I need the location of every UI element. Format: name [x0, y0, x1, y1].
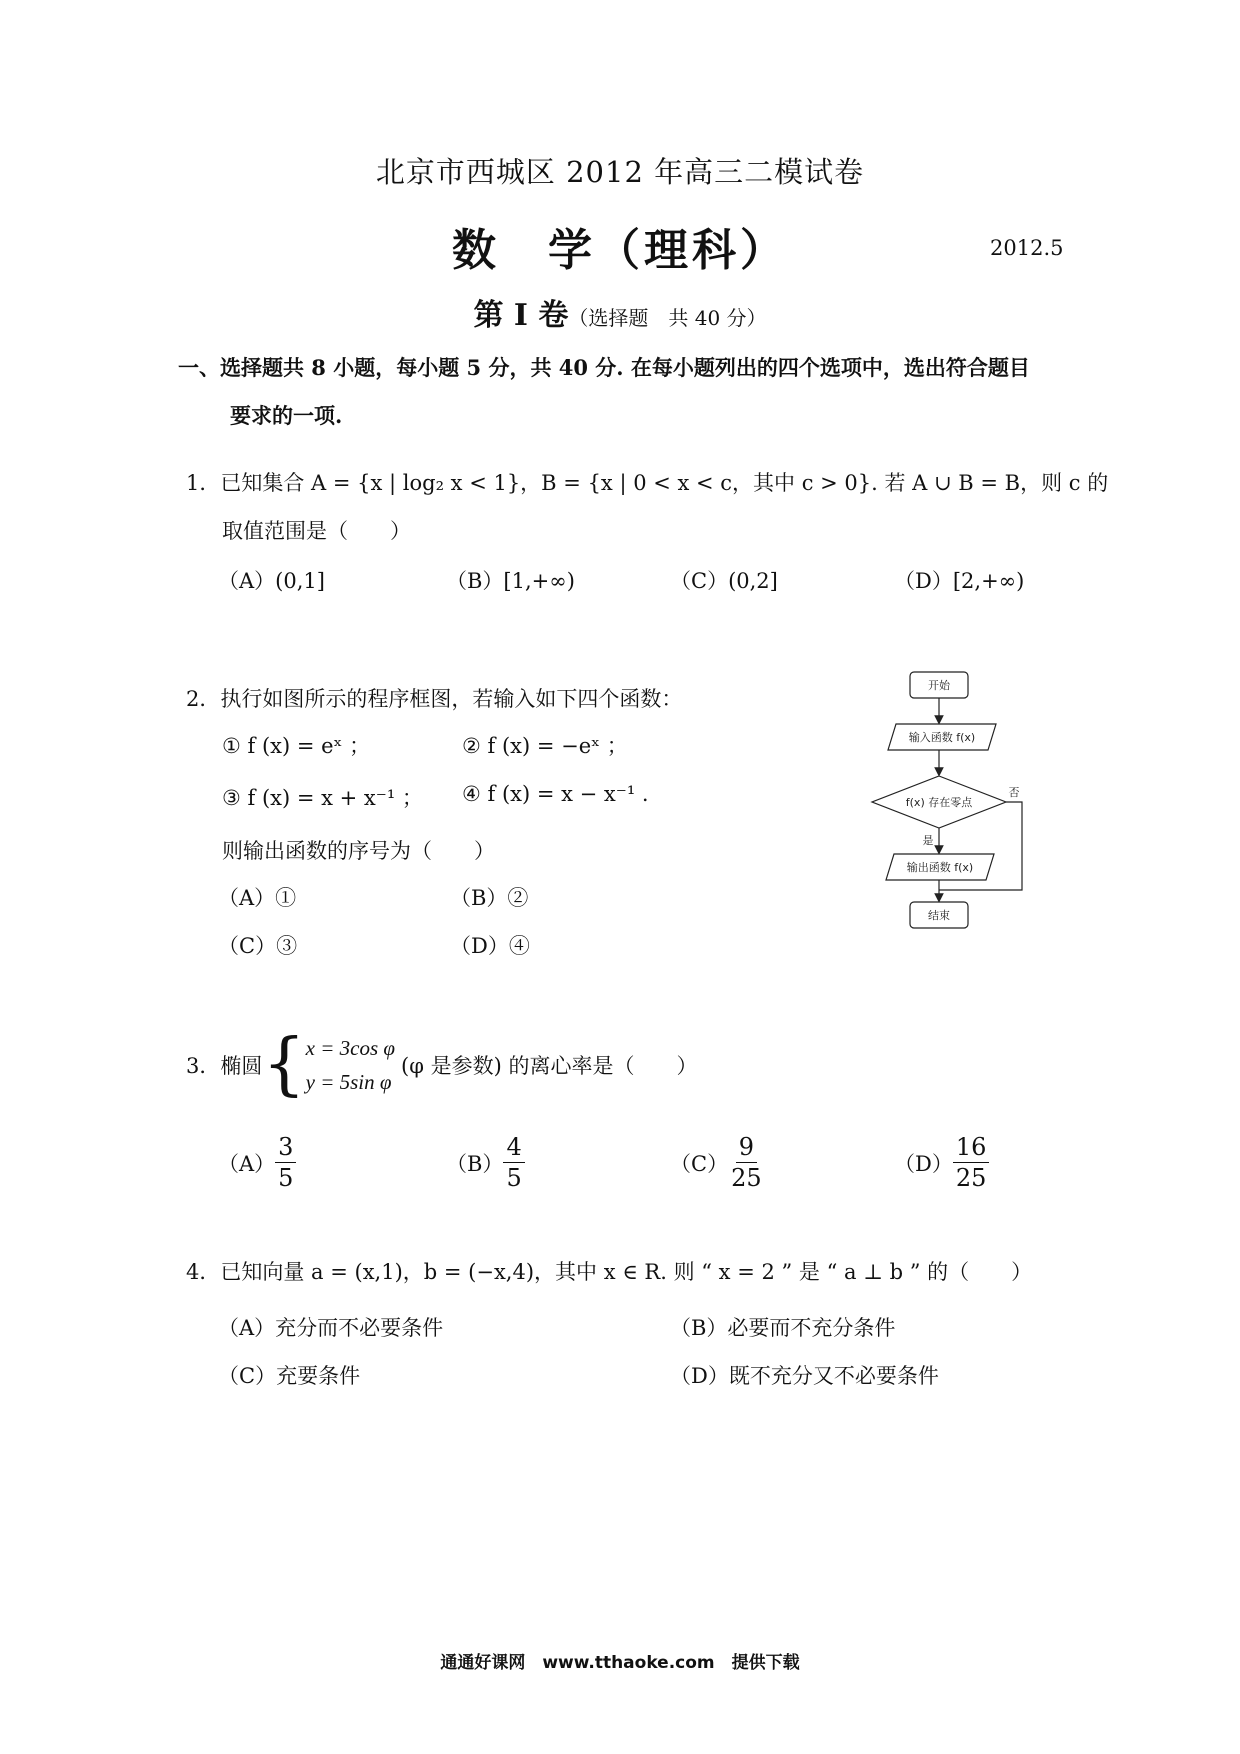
flowchart-no-label: 否 — [1008, 786, 1020, 799]
q2-option-c: （C）③ — [218, 934, 298, 958]
q3-option-a-label: （A） — [218, 1151, 276, 1176]
flowchart-yes-label: 是 — [922, 834, 934, 847]
q2-stem: 2．执行如图所示的程序框图，若输入如下四个函数： — [186, 687, 683, 711]
q3-brace: { — [262, 1025, 306, 1104]
q3-option-d — [894, 1132, 989, 1193]
page-footer: 通通好课网 www.tthaoke.com 提供下载 — [440, 1653, 800, 1673]
q3-parametric-system — [306, 1031, 395, 1099]
q2-func-3: ③ f (x) = x + x⁻¹ ； — [222, 786, 423, 810]
q3-option-b-label: （B） — [446, 1151, 504, 1176]
q4-option-b: （B）必要而不充分条件 — [670, 1316, 896, 1340]
q3-prefix: 3．椭圆 — [186, 1054, 263, 1078]
q4-option-d: （D）既不充分又不必要条件 — [670, 1364, 939, 1388]
q3-option-b — [446, 1132, 525, 1193]
volume-note: （选择题 共 40 分） — [568, 306, 767, 330]
flowchart-end-label: 结束 — [928, 909, 950, 922]
q2-func-4: ④ f (x) = x − x⁻¹ . — [462, 782, 649, 806]
q3-option-d-fraction — [953, 1132, 990, 1193]
q3-option-c-label: （C） — [670, 1151, 729, 1176]
flowchart-output-label: 输出函数 f(x) — [906, 861, 974, 874]
flowchart-input-label: 输入函数 f(x) — [908, 731, 976, 744]
q2-ask: 则输出函数的序号为（ ） — [222, 839, 495, 863]
q4-option-a: （A）充分而不必要条件 — [218, 1316, 444, 1340]
q3-option-b-num: 4 — [503, 1132, 524, 1163]
section-instruction-line2: 要求的一项. — [230, 403, 343, 428]
q1-option-b: （B）[1,+∞) — [446, 569, 575, 593]
q3-option-d-num: 16 — [953, 1132, 990, 1163]
q3-option-a-fraction — [275, 1132, 296, 1193]
q3-option-c-num: 9 — [736, 1132, 757, 1163]
flowchart-start-label: 开始 — [928, 679, 950, 692]
q3-eq1: x = 3cos φ — [305, 1036, 395, 1060]
flowchart — [860, 668, 1040, 938]
q2-func-1: ① f (x) = eˣ ； — [222, 734, 371, 758]
q3-option-c — [670, 1132, 765, 1193]
q3-option-a — [218, 1132, 296, 1193]
q2-option-b: （B）② — [450, 886, 529, 910]
q3-suffix: (φ 是参数) 的离心率是（ ） — [401, 1054, 698, 1078]
q3-option-b-den: 5 — [506, 1164, 522, 1192]
flowchart-decision-label: f(x) 存在零点 — [905, 796, 973, 809]
q3-eq2: y = 5sin φ — [305, 1070, 392, 1094]
q3-option-a-den: 5 — [278, 1164, 294, 1192]
q4-option-c: （C）充要条件 — [218, 1364, 361, 1388]
volume-heading — [0, 290, 1240, 334]
q3-option-d-den: 25 — [955, 1164, 987, 1192]
q3-option-b-fraction — [503, 1132, 524, 1193]
q3-stem — [186, 1025, 698, 1104]
exam-date: 2012.5 — [990, 236, 1064, 260]
q1-option-d: （D）[2,+∞) — [894, 569, 1025, 593]
q3-option-c-fraction — [728, 1132, 765, 1193]
section-instruction-line1: 一、选择题共 8 小题，每小题 5 分，共 40 分. 在每小题列出的四个选项中，选出符合题目 — [178, 355, 1030, 380]
q4-stem: 4．已知向量 a = (x,1)，b = (−x,4)，其中 x ∈ R. 则 “ x = 2 ” 是 “ a ⊥ b ” 的（ ） — [186, 1260, 1033, 1284]
q2-option-a: （A）① — [218, 886, 297, 910]
q1-option-c: （C）(0,2] — [670, 569, 778, 593]
exam-title: 北京市西城区 2012 年高三二模试卷 — [375, 155, 865, 189]
q1-stem-line1: 1．已知集合 A = {x | log₂ x < 1}，B = {x | 0 < x < c，其中 c > 0}. 若 A ∪ B = B，则 c 的 — [186, 471, 1109, 495]
q3-option-c-den: 25 — [731, 1164, 762, 1192]
volume-name: 第 I 卷 — [473, 298, 569, 333]
q1-stem-line2: 取值范围是（ ） — [222, 519, 411, 543]
q1-option-a: （A）(0,1] — [218, 569, 325, 593]
q2-func-2: ② f (x) = −eˣ ； — [462, 734, 628, 758]
q3-option-a-num: 3 — [275, 1132, 296, 1163]
q2-option-d: （D）④ — [450, 934, 530, 958]
subject-title: 数 学（理科） — [452, 225, 788, 276]
q3-option-d-label: （D） — [894, 1151, 953, 1176]
